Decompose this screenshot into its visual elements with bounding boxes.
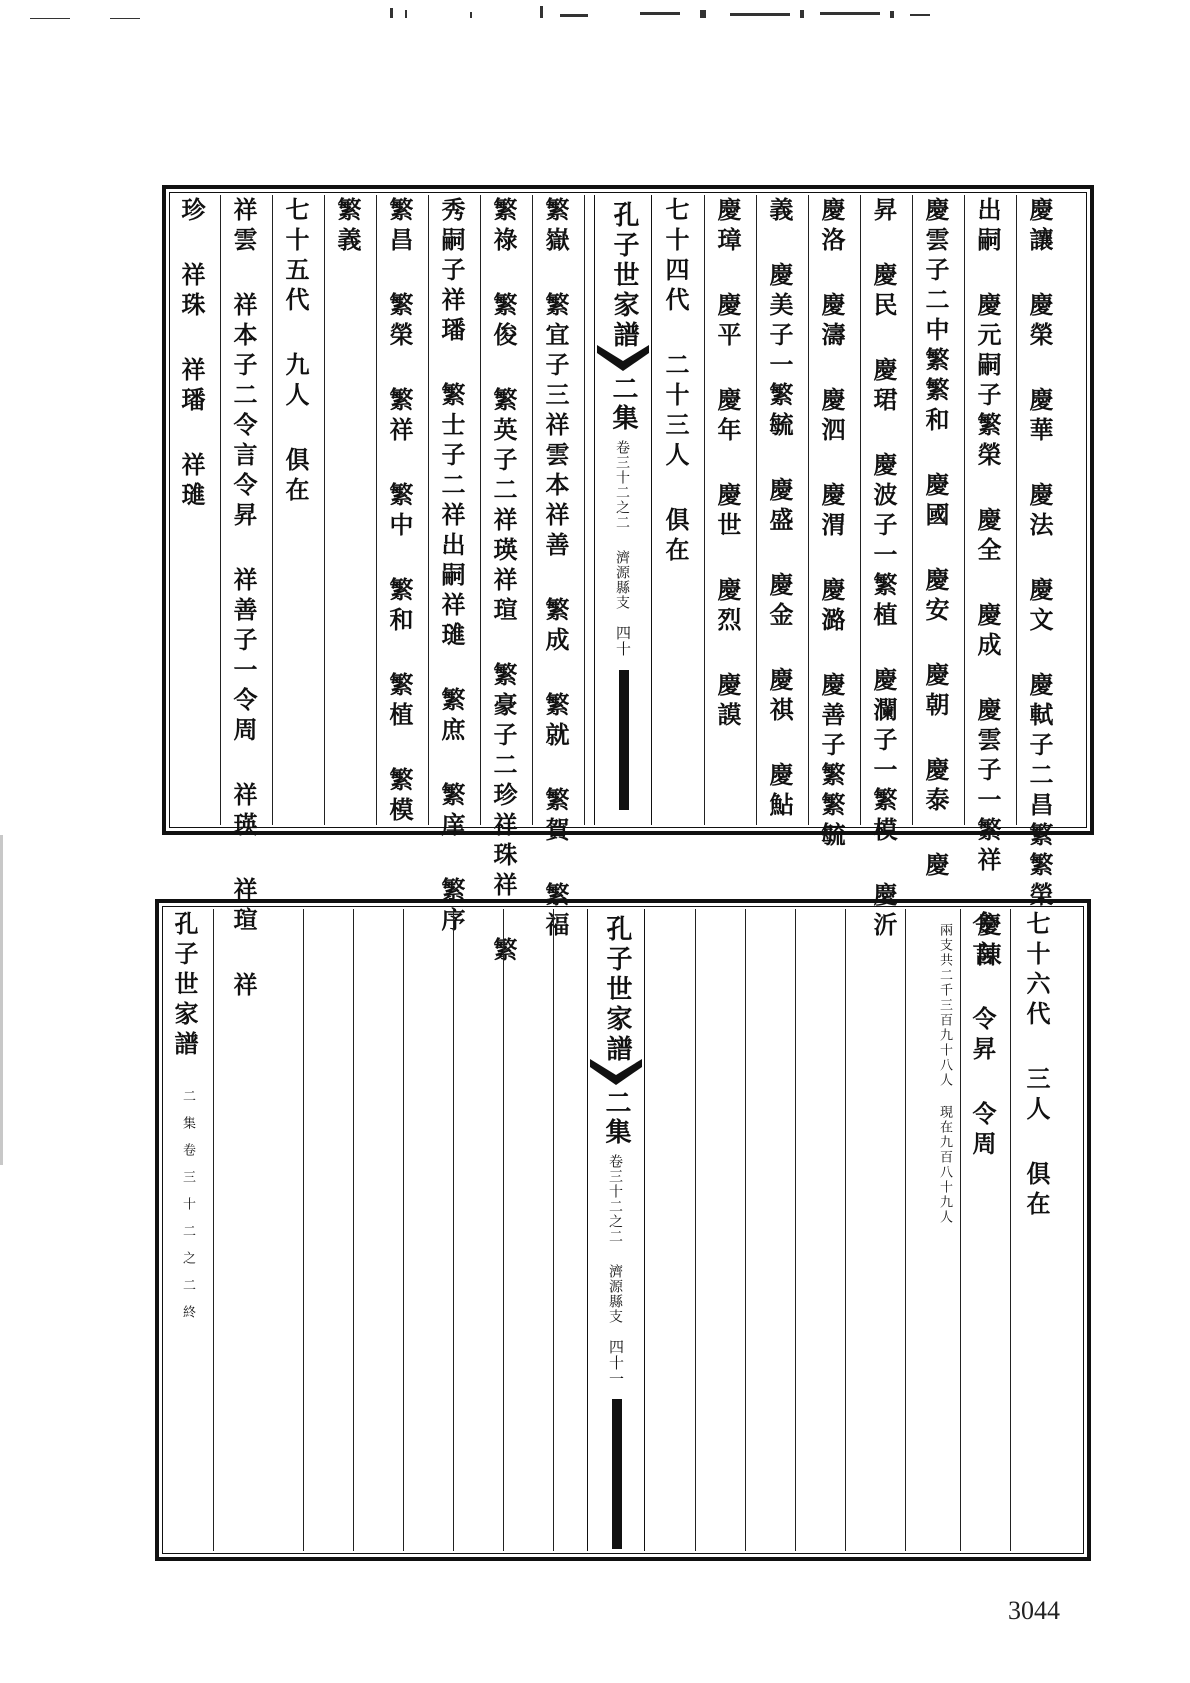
column-rule	[214, 909, 304, 1551]
text-column-names: 令言 令昇 令周	[968, 911, 997, 1161]
spine-folio: 四十一	[607, 1339, 625, 1387]
fishtail-ornament	[597, 345, 649, 371]
spine-branch: 濟源縣支	[614, 550, 630, 610]
text-column-1: 慶讓 慶榮 慶華 慶法 慶文 慶軾子二昌繁繁榮	[1025, 197, 1054, 912]
text-column-10: 繁祿 繁俊 繁英子二祥瑛祥瑄 繁豪子二珍祥珠祥 繁	[489, 197, 518, 967]
text-column-9: 繁嶽 繁宜子三祥雲本祥善 繁成 繁就 繁賀 繁福	[541, 197, 570, 942]
genealogy-page-bottom	[155, 899, 1091, 1561]
spine-folio: 四十	[614, 625, 632, 657]
spine-collection: 二集	[608, 375, 638, 433]
column-rule	[646, 909, 696, 1551]
spine-title: 孔子世家譜	[602, 915, 632, 1065]
spine-volume: 卷三十二之二	[607, 1154, 623, 1244]
text-column-4: 昇 慶民 慶珺 慶波子一繁植 慶瀾子一繁模 慶沂	[869, 197, 898, 942]
fishtail-ornament	[590, 1059, 642, 1085]
text-column-16: 珍 祥珠 祥璠 祥璡	[177, 197, 206, 512]
text-column-13: 繁義	[333, 197, 362, 257]
page-number: 3044	[1008, 1596, 1060, 1625]
scan-top-edge-noise	[0, 0, 1190, 22]
column-rule	[454, 909, 504, 1551]
text-column-3: 慶雲子二中繁繁和 慶國 慶安 慶朝 慶泰 慶	[921, 197, 950, 882]
text-column-12: 繁昌 繁榮 繁祥 繁中 繁和 繁植 繁模	[385, 197, 414, 827]
column-rule	[354, 909, 404, 1551]
text-column-15: 祥雲 祥本子二令言令昇 祥善子一令周 祥瑛 祥瑄 祥	[229, 197, 258, 1002]
column-rule	[304, 909, 354, 1551]
genealogy-page-top	[162, 185, 1094, 1002]
generation-heading-76: 七十六代 三人 俱在	[1022, 911, 1051, 1221]
column-rule	[696, 909, 746, 1551]
spine-title: 孔子世家譜	[609, 201, 639, 351]
spine-black-bar	[612, 1399, 622, 1549]
center-spine	[587, 909, 645, 1551]
scan-left-edge-mark	[0, 835, 3, 1165]
spine-volume: 卷三十二之二	[614, 440, 630, 530]
column-rule	[746, 909, 796, 1551]
column-rule	[846, 909, 906, 1551]
text-column-6: 義 慶美子一繁毓 慶盛 慶金 慶祺 慶鮎	[765, 197, 794, 822]
spine-collection: 二集	[601, 1089, 631, 1147]
closing-title: 孔子世家譜	[170, 911, 199, 1061]
closing-end-note: 二集卷三十二之二終	[180, 1089, 195, 1332]
spine-black-bar	[619, 670, 629, 810]
spine-branch: 濟源縣支	[607, 1264, 623, 1324]
center-spine	[594, 195, 652, 825]
column-rule	[796, 909, 846, 1551]
text-column-7: 慶璋 慶平 慶年 慶世 慶烈 慶謨	[713, 197, 742, 732]
total-count-note: 兩支共二千三百九十八人 現在九百八十九人	[937, 923, 952, 1225]
column-rule	[504, 909, 554, 1551]
text-column-5: 慶洛 慶濤 慶泗 慶渭 慶潞 慶善子繁繁毓	[817, 197, 846, 852]
column-rule	[325, 195, 377, 825]
text-column-11: 秀嗣子祥璠 繁士子二祥出嗣祥璡 繁庶 繁庠 繁序	[437, 197, 466, 937]
text-column-2: 出嗣 慶元嗣子繁榮 慶全 慶成 慶雲子一繁祥 慶陳	[973, 197, 1002, 972]
column-rule	[404, 909, 454, 1551]
generation-heading-74: 七十四代 二十三人 俱在	[661, 197, 690, 567]
generation-heading-75: 七十五代 九人 俱在	[281, 197, 310, 507]
